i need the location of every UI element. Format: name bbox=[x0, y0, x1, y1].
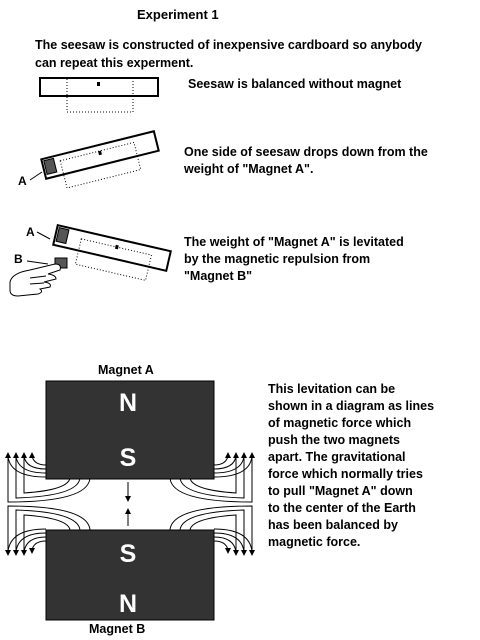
step1-caption: Seesaw is balanced without magnet bbox=[188, 77, 402, 91]
magnet-b-label: Magnet B bbox=[89, 622, 146, 636]
description-line: has been balanced by bbox=[268, 518, 398, 532]
magnet-b-north-pole: N bbox=[118, 590, 138, 618]
description-line: This levitation can be bbox=[268, 382, 396, 396]
label-a: A bbox=[18, 174, 27, 188]
intro-line: The seesaw is constructed of inexpensive cardboard so anybody bbox=[35, 38, 422, 52]
description-line: shown in a diagram as lines bbox=[268, 399, 435, 413]
description-line: apart. The gravitational bbox=[268, 450, 406, 464]
repulsion-arrows bbox=[125, 482, 131, 526]
magnet-a-south-pole: S bbox=[119, 444, 137, 472]
magnet-b-south-pole: S bbox=[119, 540, 137, 568]
caption-line: "Magnet B" bbox=[184, 269, 253, 283]
description-line: magnetic force. bbox=[268, 535, 361, 549]
description-line: to the center of the Earth bbox=[268, 501, 416, 515]
magnet-a-label: Magnet A bbox=[98, 363, 154, 377]
label-b: B bbox=[14, 252, 23, 266]
caption-line: weight of "Magnet A". bbox=[184, 162, 314, 176]
caption-line: The weight of "Magnet A" is levitated bbox=[184, 235, 404, 249]
caption-line: by the magnetic repulsion from bbox=[184, 252, 371, 266]
page-title: Experiment 1 bbox=[137, 7, 219, 22]
caption-line: One side of seesaw drops down from the bbox=[184, 145, 428, 159]
label-a: A bbox=[26, 225, 35, 239]
intro-line: can repeat this experment. bbox=[35, 56, 194, 70]
description-line: force which normally tries bbox=[268, 467, 423, 481]
seesaw-tilted-down bbox=[41, 131, 162, 192]
description-line: push the two magnets bbox=[268, 433, 400, 447]
seesaw-levitated bbox=[50, 225, 171, 284]
description-line: to pull "Magnet A" down bbox=[268, 484, 413, 498]
description-line: of magnetic force which bbox=[268, 416, 412, 430]
magnet-a-north-pole: N bbox=[118, 389, 138, 417]
seesaw-balanced bbox=[40, 78, 158, 112]
diagram-description bbox=[268, 381, 434, 551]
